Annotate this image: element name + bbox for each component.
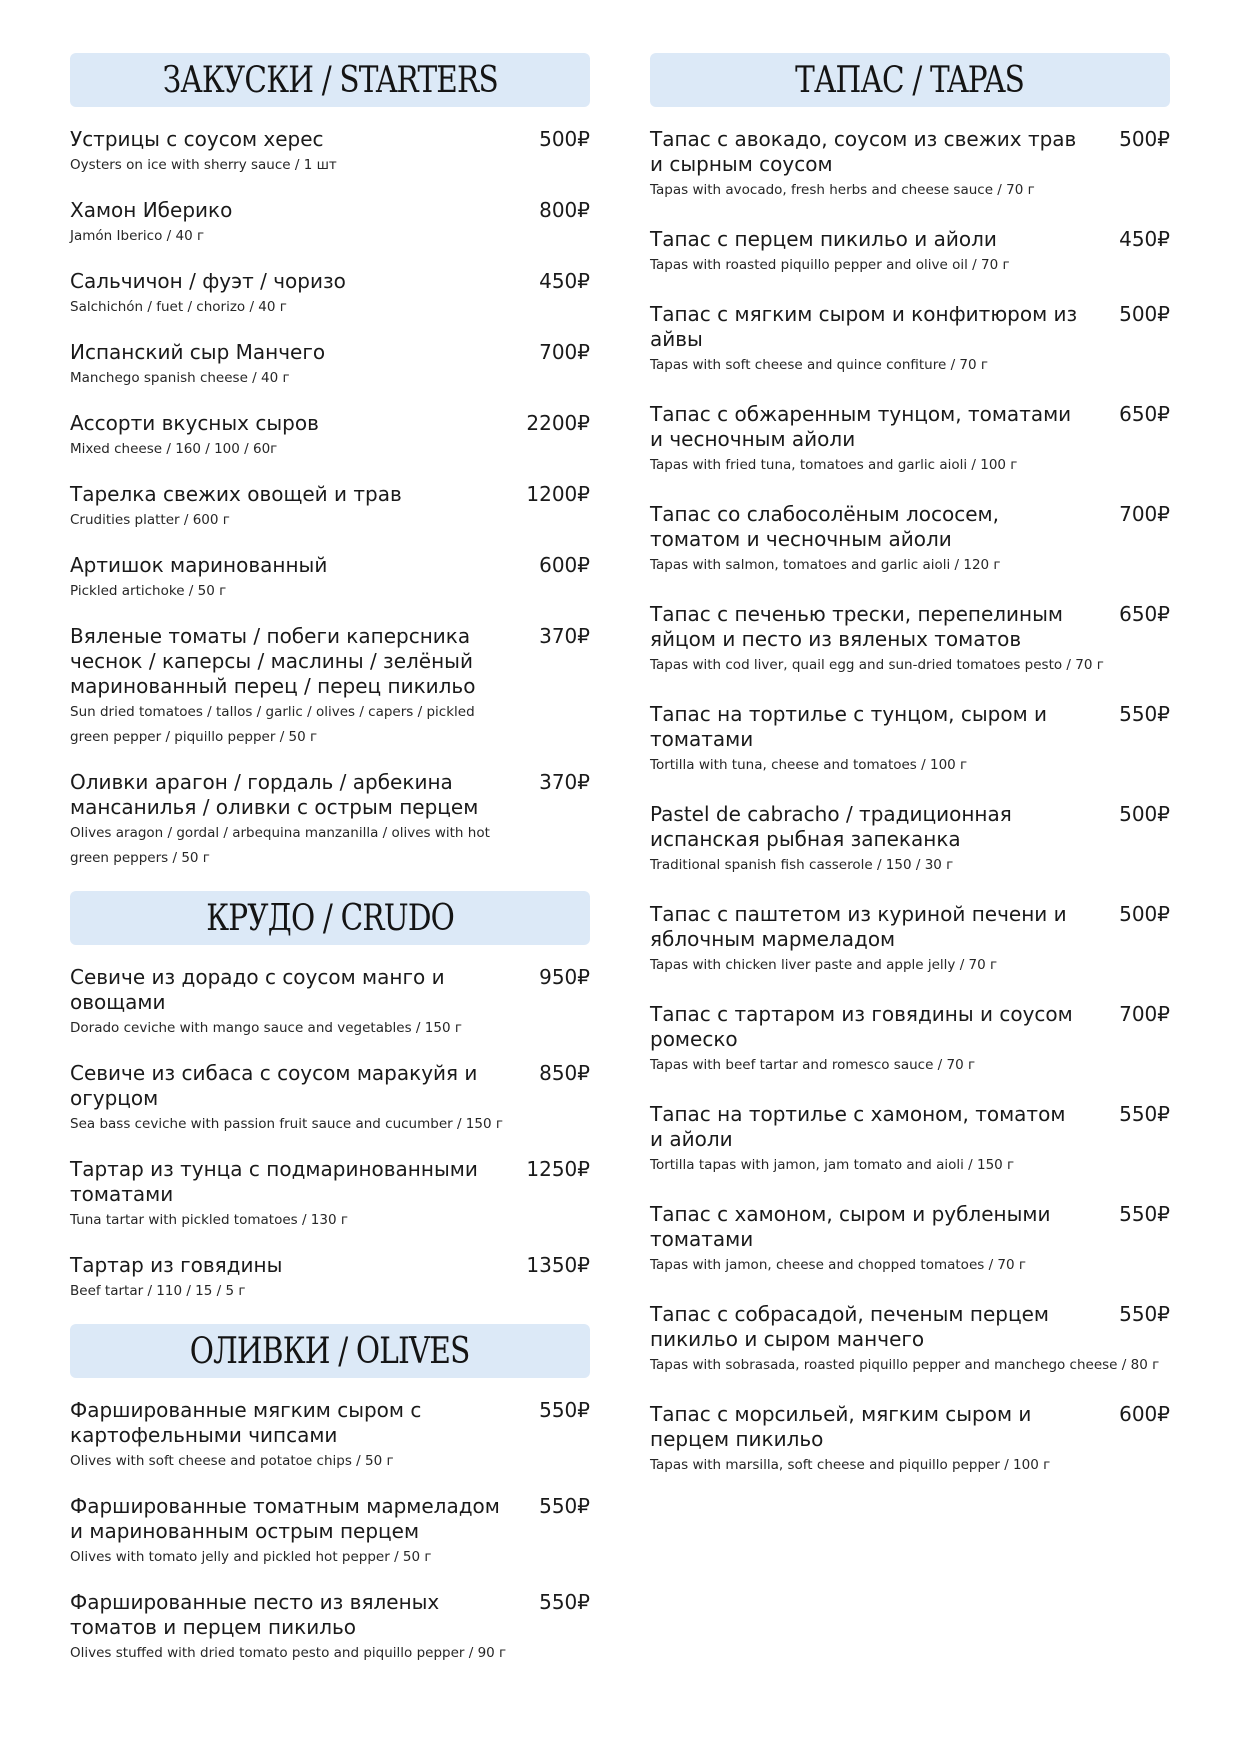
menu-item <box>70 1398 590 1474</box>
menu-item <box>650 1302 1170 1378</box>
item-name: Pastel de cabracho / традиционная испанская рыбная запеканка <box>650 802 1012 851</box>
item-price: 650₽ <box>1119 602 1170 626</box>
item-description: Tapas with cod liver, quail egg and sun-dried tomatoes pesto / 70 г <box>650 657 1104 673</box>
item-description: Mixed cheese / 160 / 100 / 60г <box>70 441 278 457</box>
item-price: 550₽ <box>1119 1102 1170 1126</box>
item-price: 500₽ <box>1119 127 1170 151</box>
menu-item <box>70 1590 590 1666</box>
item-name: Тапас с хамоном, сыром и рублеными томатами <box>650 1202 1051 1251</box>
item-price: 850₽ <box>539 1061 590 1085</box>
menu-item <box>70 340 590 391</box>
item-name: Испанский сыр Манчего <box>70 340 326 364</box>
menu-item <box>650 1002 1170 1078</box>
olives-title: ОЛИВКИ / OLIVES <box>190 1330 470 1372</box>
item-name: Вяленые томаты / побеги каперсника чеснок / каперсы / маслины / зелёный маринованный перец / перец пикильо <box>70 624 476 698</box>
left-column <box>70 53 590 1686</box>
item-price: 500₽ <box>1119 302 1170 326</box>
item-price: 800₽ <box>539 198 590 222</box>
item-price: 2200₽ <box>526 411 590 435</box>
menu-item <box>650 702 1170 778</box>
item-price: 550₽ <box>1119 1302 1170 1326</box>
item-price: 370₽ <box>539 624 590 648</box>
item-name: Ассорти вкусных сыров <box>70 411 319 435</box>
item-description: Dorado ceviche with mango sauce and vegetables / 150 г <box>70 1020 462 1036</box>
item-price: 500₽ <box>539 127 590 151</box>
item-name: Артишок маринованный <box>70 553 328 577</box>
item-price: 550₽ <box>539 1398 590 1422</box>
item-name: Тартар из тунца с подмаринованными томатами <box>70 1157 478 1206</box>
menu-item <box>650 602 1170 678</box>
item-name: Тапас с печенью трески, перепелиным яйцом и песто из вяленых томатов <box>650 602 1064 651</box>
item-description: Olives aragon / gordal / arbequina manzanilla / olives with hot green peppers / 50 г <box>70 825 490 866</box>
menu-item <box>70 1494 590 1570</box>
olives-header <box>70 1324 590 1378</box>
item-price: 500₽ <box>1119 802 1170 826</box>
item-description: Manchego spanish cheese / 40 г <box>70 370 290 386</box>
menu-item <box>70 770 590 871</box>
item-price: 550₽ <box>539 1494 590 1518</box>
menu-item <box>70 965 590 1041</box>
item-name: Тапас со слабосолёным лососем, томатом и чесночным айоли <box>650 502 999 551</box>
item-name: Севиче из дорадо с соусом манго и овощами <box>70 965 445 1014</box>
item-description: Crudities platter / 600 г <box>70 512 230 528</box>
crudo-list <box>70 965 590 1304</box>
menu-item <box>650 1102 1170 1178</box>
starters-list <box>70 127 590 871</box>
item-description: Tapas with jamon, cheese and chopped tomatoes / 70 г <box>650 1257 1026 1273</box>
item-description: Traditional spanish fish casserole / 150 / 30 г <box>650 857 954 873</box>
item-name: Фаршированные мягким сыром с картофельными чипсами <box>70 1398 422 1447</box>
item-price: 550₽ <box>539 1590 590 1614</box>
menu-item <box>70 411 590 462</box>
menu-item <box>70 624 590 750</box>
menu-item <box>650 127 1170 203</box>
menu-item <box>70 198 590 249</box>
crudo-title: КРУДО / CRUDO <box>206 897 454 939</box>
item-description: Sea bass ceviche with passion fruit sauce and cucumber / 150 г <box>70 1116 503 1132</box>
item-price: 700₽ <box>1119 502 1170 526</box>
item-price: 1350₽ <box>526 1253 590 1277</box>
item-description: Olives stuffed with dried tomato pesto and piquillo pepper / 90 г <box>70 1645 507 1661</box>
item-name: Тапас на тортилье с тунцом, сыром и томатами <box>650 702 1048 751</box>
item-description: Tortilla with tuna, cheese and tomatoes / 100 г <box>650 757 968 773</box>
item-price: 600₽ <box>539 553 590 577</box>
item-description: Oysters on ice with sherry sauce / 1 шт <box>70 157 337 173</box>
item-description: Jamón Iberico / 40 г <box>70 228 205 244</box>
item-name: Тапас с тартаром из говядины и соусом ромеско <box>650 1002 1073 1051</box>
item-price: 450₽ <box>1119 227 1170 251</box>
menu-item <box>70 1157 590 1233</box>
starters-header <box>70 53 590 107</box>
menu-item <box>70 482 590 533</box>
item-price: 600₽ <box>1119 1402 1170 1426</box>
item-description: Salchichón / fuet / chorizo / 40 г <box>70 299 287 315</box>
item-price: 370₽ <box>539 770 590 794</box>
item-name: Тартар из говядины <box>70 1253 283 1277</box>
menu-item <box>650 802 1170 878</box>
item-name: Оливки арагон / гордаль / арбекина мансанилья / оливки с острым перцем <box>70 770 479 819</box>
starters-title: ЗАКУСКИ / STARTERS <box>162 59 498 101</box>
item-price: 650₽ <box>1119 402 1170 426</box>
item-description: Beef tartar / 110 / 15 / 5 г <box>70 1283 246 1299</box>
item-description: Tapas with fried tuna, tomatoes and garlic aioli / 100 г <box>650 457 1018 473</box>
menu-item <box>70 269 590 320</box>
item-description: Tortilla tapas with jamon, jam tomato and aioli / 150 г <box>650 1157 1015 1173</box>
menu-item <box>70 127 590 178</box>
tapas-header <box>650 53 1170 107</box>
menu-item <box>70 1253 590 1304</box>
item-description: Tapas with chicken liver paste and apple jelly / 70 г <box>650 957 998 973</box>
menu-item <box>650 502 1170 578</box>
item-name: Хамон Иберико <box>70 198 233 222</box>
item-name: Тапас с авокадо, соусом из свежих трав и сырным соусом <box>650 127 1077 176</box>
item-price: 950₽ <box>539 965 590 989</box>
menu-item <box>650 302 1170 378</box>
item-description: Olives with tomato jelly and pickled hot pepper / 50 г <box>70 1549 432 1565</box>
menu-item <box>650 227 1170 278</box>
tapas-title: ТАПАС / TAPAS <box>795 59 1025 101</box>
item-description: Tapas with soft cheese and quince confiture / 70 г <box>650 357 988 373</box>
item-name: Тапас с перцем пикильо и айоли <box>650 227 997 251</box>
menu-item <box>650 402 1170 478</box>
item-description: Pickled artichoke / 50 г <box>70 583 227 599</box>
item-name: Тапас с обжаренным тунцом, томатами и чесночным айоли <box>650 402 1072 451</box>
item-name: Сальчичон / фуэт / чоризо <box>70 269 346 293</box>
item-price: 1200₽ <box>526 482 590 506</box>
item-price: 1250₽ <box>526 1157 590 1181</box>
item-description: Sun dried tomatoes / tallos / garlic / olives / capers / pickled green pepper / piquillo pepper / 50 г <box>70 704 475 745</box>
item-name: Фаршированные томатным мармеладом и маринованным острым перцем <box>70 1494 500 1543</box>
item-description: Tuna tartar with pickled tomatoes / 130 г <box>70 1212 348 1228</box>
item-name: Тапас с собрасадой, печеным перцем пикильо и сыром манчего <box>650 1302 1049 1351</box>
item-description: Tapas with beef tartar and romesco sauce / 70 г <box>650 1057 976 1073</box>
item-description: Tapas with marsilla, soft cheese and piquillo pepper / 100 г <box>650 1457 1051 1473</box>
item-description: Tapas with roasted piquillo pepper and olive oil / 70 г <box>650 257 1010 273</box>
menu-item <box>70 1061 590 1137</box>
item-name: Тапас с мягким сыром и конфитюром из айвы <box>650 302 1078 351</box>
menu-item <box>650 1402 1170 1478</box>
item-price: 550₽ <box>1119 702 1170 726</box>
item-price: 550₽ <box>1119 1202 1170 1226</box>
item-price: 450₽ <box>539 269 590 293</box>
item-name: Севиче из сибаса с соусом маракуйя и огурцом <box>70 1061 478 1110</box>
item-description: Tapas with sobrasada, roasted piquillo pepper and manchego cheese / 80 г <box>650 1357 1160 1373</box>
item-name: Тапас с морсильей, мягким сыром и перцем пикильо <box>650 1402 1032 1451</box>
item-price: 700₽ <box>539 340 590 364</box>
olives-list <box>70 1398 590 1666</box>
right-column <box>650 53 1170 1502</box>
crudo-header <box>70 891 590 945</box>
item-name: Тарелка свежих овощей и трав <box>70 482 402 506</box>
item-description: Olives with soft cheese and potatoe chips / 50 г <box>70 1453 394 1469</box>
tapas-list <box>650 127 1170 1478</box>
item-name: Тапас с паштетом из куриной печени и яблочным мармеладом <box>650 902 1067 951</box>
item-price: 700₽ <box>1119 1002 1170 1026</box>
item-description: Tapas with salmon, tomatoes and garlic aioli / 120 г <box>650 557 1001 573</box>
item-price: 500₽ <box>1119 902 1170 926</box>
item-name: Устрицы с соусом херес <box>70 127 324 151</box>
menu-item <box>650 902 1170 978</box>
item-name: Тапас на тортилье с хамоном, томатом и айоли <box>650 1102 1066 1151</box>
item-description: Tapas with avocado, fresh herbs and cheese sauce / 70 г <box>650 182 1035 198</box>
menu-item <box>70 553 590 604</box>
item-name: Фаршированные песто из вяленых томатов и перцем пикильо <box>70 1590 440 1639</box>
menu-item <box>650 1202 1170 1278</box>
